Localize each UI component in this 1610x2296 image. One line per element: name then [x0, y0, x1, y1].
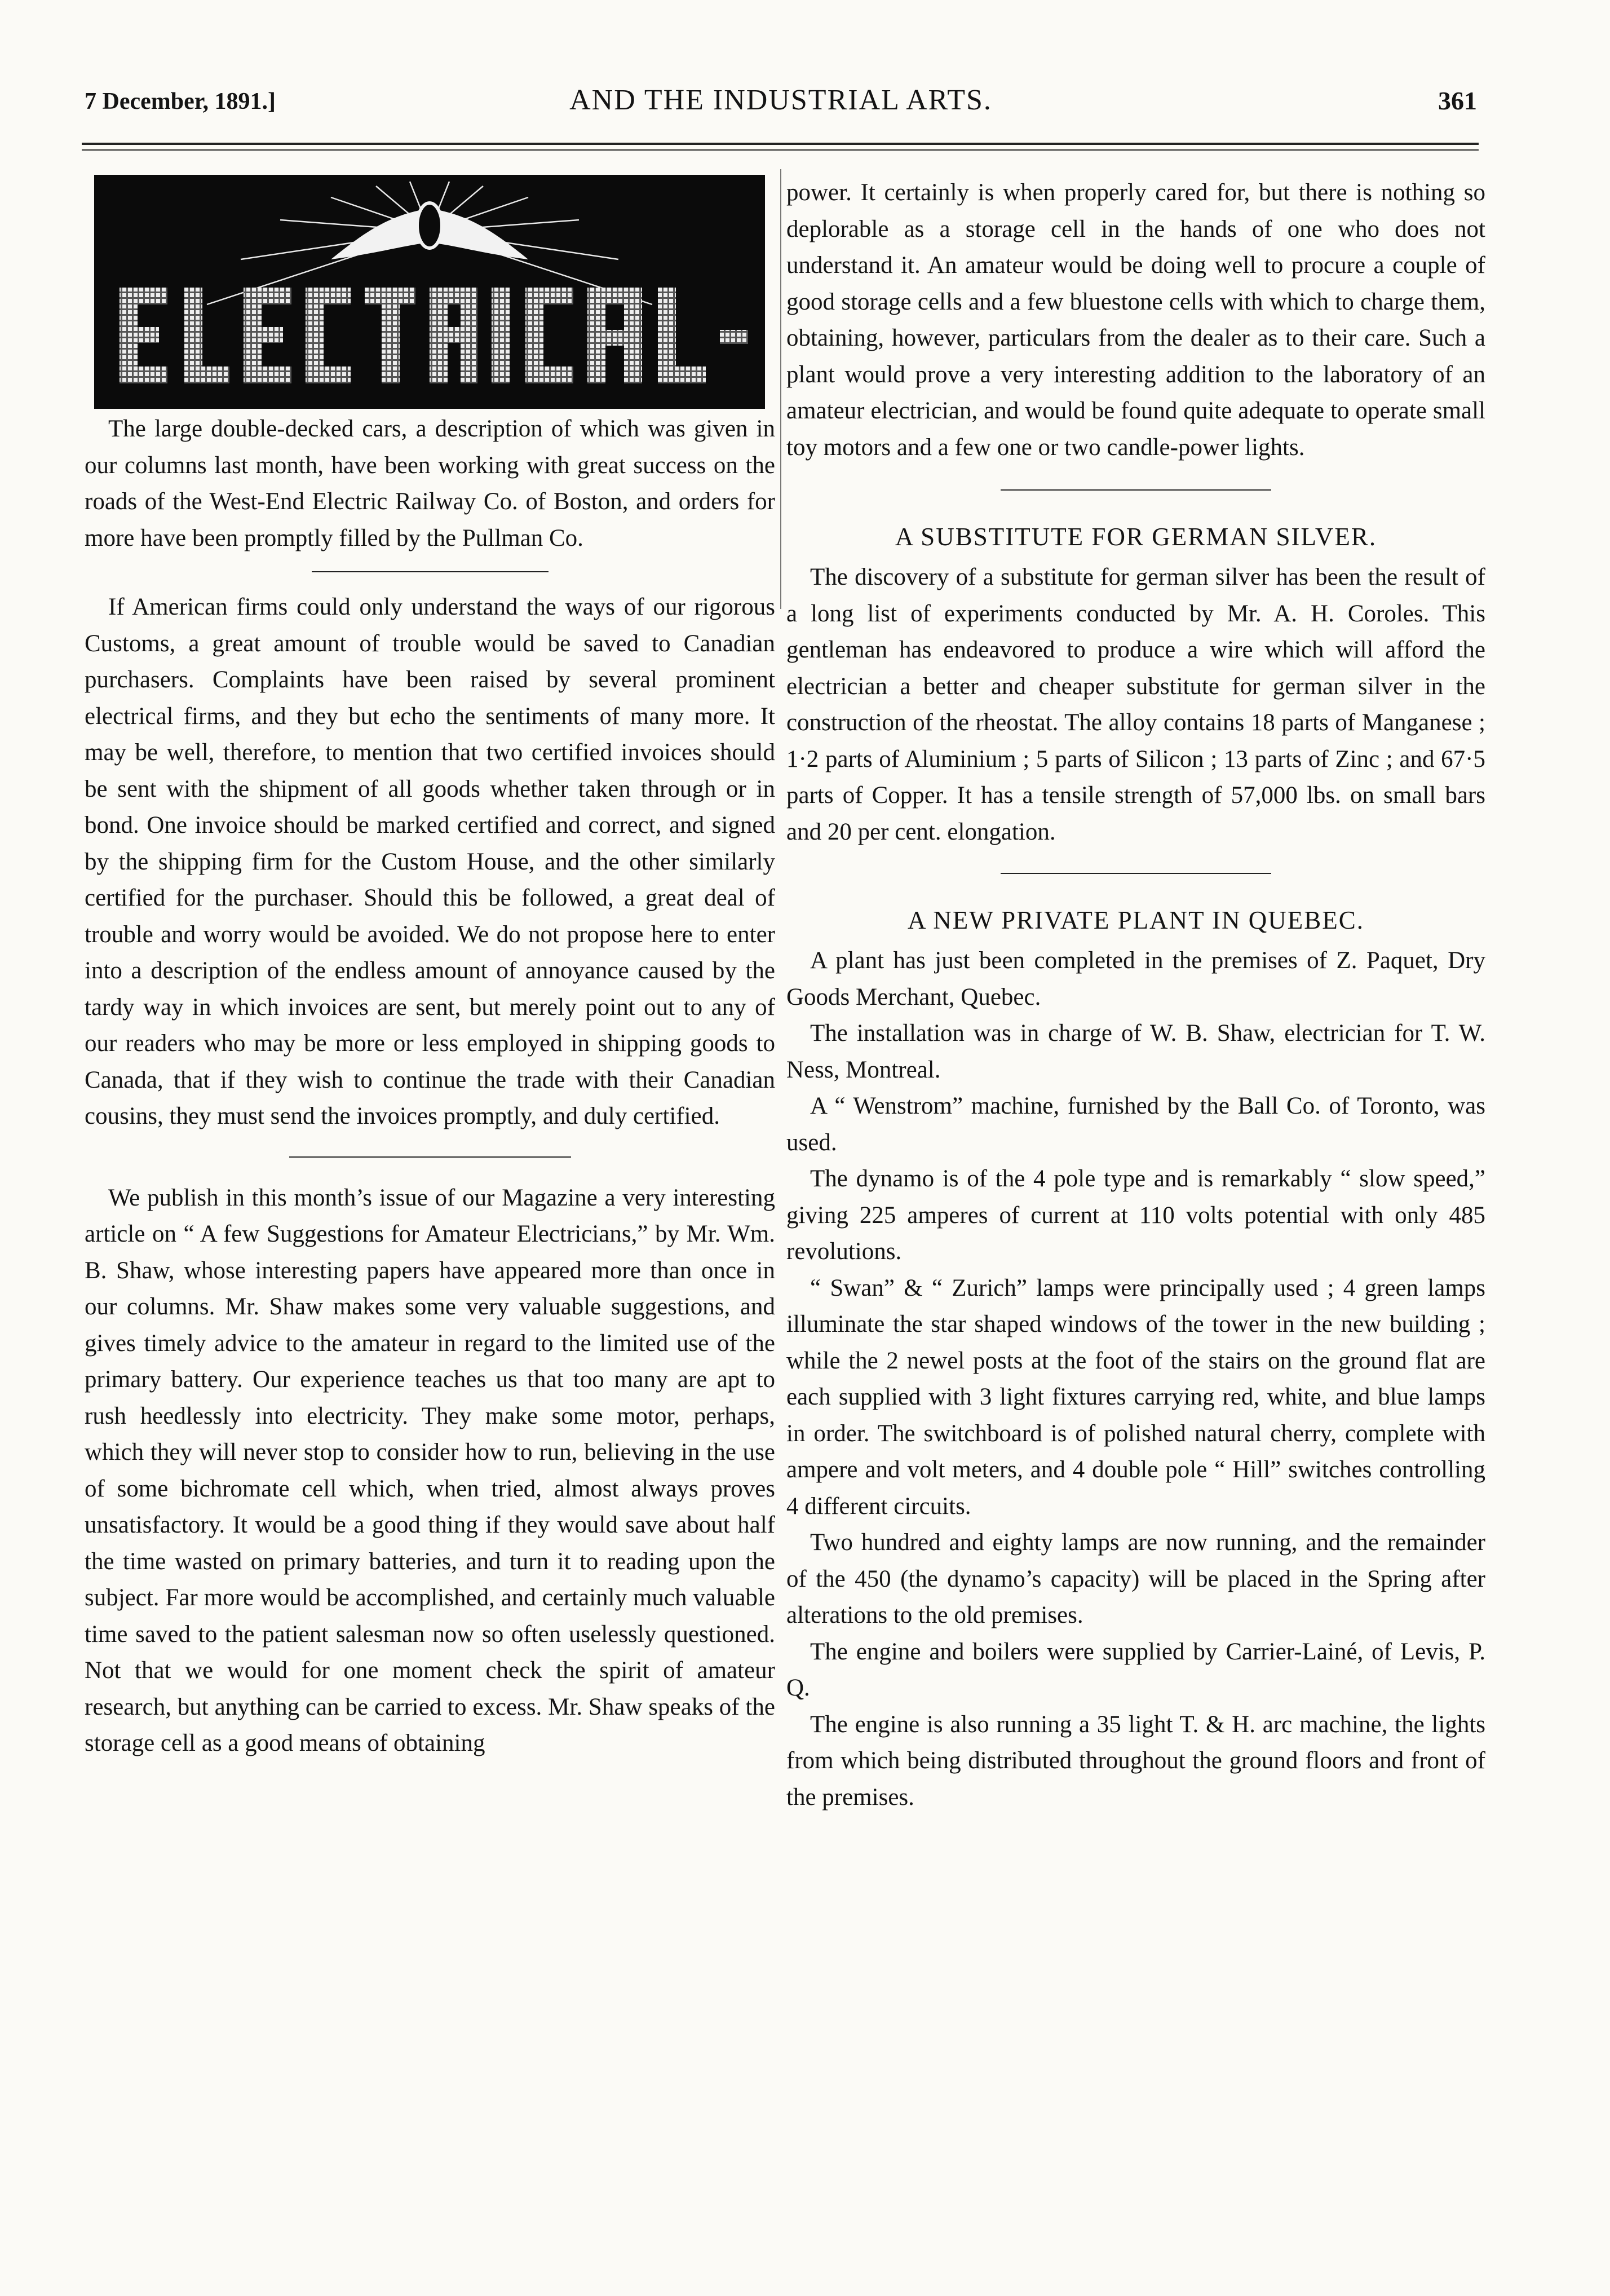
heading-german-silver: A SUBSTITUTE FOR GERMAN SILVER. [895, 523, 1377, 551]
column-divider [780, 169, 781, 609]
paragraph-quebec-plant: A plant has just been completed in the premises of Z. Paquet, Dry Goods Merchant, Quebec. [786, 947, 1485, 1010]
paragraph-customs-invoices: If American firms could only understand the ways of our rigorous Customs, a great amount of trouble would be saved to Canadian purchasers. Complaints have been raised by several prominent electrical firms, and they but echo the sentiments of many more. It may be well, therefore, to mention that two certified invoices should be sent with the shipment of all goods whether taken through or in bond. One invoice should be marked certified and correct, and signed by the shipping firm for the Custom House, and the other similarly certified for the purchaser. Should this be followed, a great deal of trouble and worry would be avoided. We do not propose here to enter into a description of the endless amount of annoyance caused by the tardy way in which invoices are sent, but merely point out to any of our readers who may be more or less employed in shipping goods to Canada, that if they wish to continue the trade with their Canadian cousins, they must send the invoices promptly, and duly certified. [85, 594, 775, 1129]
running-header [85, 83, 1477, 123]
paragraph-quebec-arc-machine: The engine is also running a 35 light T. & H. arc machine, the lights from which being distributed throughout the ground floors and front of the premises. [786, 1711, 1485, 1811]
right-column [786, 175, 1485, 1816]
electrical-banner-art [94, 175, 765, 409]
issue-date: 7 December, 1891.] [85, 89, 276, 114]
header-rule-bottom [82, 149, 1479, 151]
paragraph-double-decked-cars: The large double-decked cars, a description of which was given in our columns last month, have been working with great success on the roads of the West-End Electric Railway Co. of Boston, and orders for more have been promptly filled by the Pullman Co. [85, 416, 775, 551]
header-rule-top [82, 143, 1479, 145]
paragraph-storage-cell-continued: power. It certainly is when properly cared for, but there is nothing so deplorable as a storage cell in the hands of one who does not understand it. An amateur would be doing well to procure a couple of good storage cells and a few bluestone cells with which to charge them, obtaining, however, particulars from the dealer as to their care. Such a plant would prove a very interesting addition to the laboratory of an amateur electrician, and would be found quite adequate to operate small toy motors and a few one or two candle-power lights. [786, 179, 1485, 461]
paragraph-quebec-dynamo: The dynamo is of the 4 pole type and is remarkably “ slow speed,” giving 225 amperes of current at 110 volts potential with only 485 revolutions. [786, 1165, 1485, 1265]
section-separator [1001, 489, 1271, 491]
left-column [85, 175, 775, 1762]
page-number: 361 [1438, 86, 1477, 115]
journal-title: AND THE INDUSTRIAL ARTS. [569, 84, 992, 116]
paragraph-german-silver: The discovery of a substitute for german silver has been the result of a long list of experiments conducted by Mr. A. H. Coroles. This gentleman has endeavored to produce a wire which will afford the electrician a better and cheaper substitute for german silver in the construction of the rheostat. The alloy contains 18 parts of Manganese ; 1·2 parts of Aluminium ; 5 parts of Silicon ; 13 parts of Zinc ; and 67·5 parts of Copper. It has a tensile strength of 57,000 lbs. on small bars and 20 per cent. elongation. [786, 564, 1485, 845]
paragraph-quebec-engine-boilers: The engine and boilers were supplied by Carrier-Lainé, of Levis, P. Q. [786, 1638, 1485, 1701]
paragraph-quebec-machine: A “ Wenstrom” machine, furnished by the Ball Co. of Toronto, was used. [786, 1093, 1485, 1156]
section-separator [289, 1156, 571, 1158]
paragraph-quebec-installation: The installation was in charge of W. B. Shaw, electrician for T. W. Ness, Montreal. [786, 1020, 1485, 1083]
section-separator [1001, 873, 1271, 874]
electrical-banner [94, 175, 765, 409]
paragraph-quebec-lamps: “ Swan” & “ Zurich” lamps were principally used ; 4 green lamps illuminate the star shaped windows of the tower in the new building ; while the 2 newel posts at the foot of the stairs on the ground flat are each supplied with 3 light fixtures carrying red, white, and blue lamps in order. The switchboard is of polished natural cherry, complete with ampere and volt meters, and 4 double pole “ Hill” switches controlling 4 different circuits. [786, 1274, 1485, 1520]
section-separator [312, 571, 549, 572]
paragraph-amateur-electricians: We publish in this month’s issue of our Magazine a very interesting article on “ A few Suggestions for Amateur Electricians,” by Mr. Wm. B. Shaw, whose interesting papers have appeared more than once in our columns. Mr. Shaw makes some very valuable suggestions, and gives timely advice to the amateur in regard to the limited use of the primary battery. Our experience teaches us that too many are apt to rush heedlessly into electricity. They make some motor, perhaps, which they will never stop to consider how to run, believing in the use of some bichromate cell which, when tried, almost always proves unsatisfactory. It would be a good thing if they would save about half the time wasted on primary batteries, and turn it to reading upon the subject. Far more would be accomplished, and certainly much valuable time saved to the patient salesman now so often uselessly questioned. Not that we would for one moment check the spirit of amateur research, but anything can be carried to excess. Mr. Shaw speaks of the storage cell as a good means of obtaining [85, 1184, 775, 1756]
paragraph-quebec-running-lamps: Two hundred and eighty lamps are now running, and the remainder of the 450 (the dynamo’s capacity) will be placed in the Spring after alterations to the old premises. [786, 1529, 1485, 1628]
lamp-icon [417, 203, 442, 248]
heading-quebec-plant: A NEW PRIVATE PLANT IN QUEBEC. [907, 906, 1365, 934]
